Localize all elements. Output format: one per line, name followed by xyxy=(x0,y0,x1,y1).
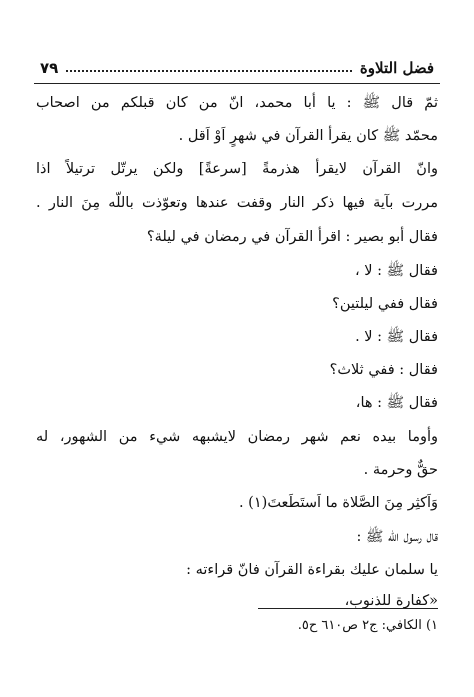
text-line: فقال ﷺ : لا ، xyxy=(354,263,438,279)
text-line: فقال ﷺ : ها، xyxy=(355,395,438,411)
text-line: قال رسول اللّه ﷺ : xyxy=(356,529,438,545)
text-line: «كفارة للذنوب، xyxy=(344,593,438,609)
text-line: فقال ففي ليلتين؟ xyxy=(332,296,438,312)
footnote-rule xyxy=(258,608,438,609)
text-line: يا سلمان عليك بقراءة القرآن فانّ قراءته : xyxy=(186,562,438,578)
text-line: وأوما بيده نعم شهر رمضان لايشبهه شيء من الشهور، له xyxy=(36,429,438,445)
running-header xyxy=(40,56,434,80)
footnote: ١) الكافي: ج٢ ص٦١٠ ح٥. xyxy=(297,618,438,633)
page-number: ٧٩ xyxy=(40,59,59,77)
text-line: حقٌّ وحرمة . xyxy=(363,462,438,478)
text-line: ثمّ قال ﷺ : يا أبا محمد، انّ من كان قبلكم من اصحاب xyxy=(36,95,438,111)
text-line: محمّد ﷺ كان يقرأ القرآن في شهرٍ اَوْ اَقل . xyxy=(178,128,438,144)
text-line: وَاَكثِر مِنَ الصَّلاة ما اَستَطَعتَ(١) . xyxy=(238,495,438,511)
chapter-title: فضل التلاوة xyxy=(359,59,434,77)
text-line: مررت بآية فيها ذكر النار وقفت عندها وتعوّذت باللّه مِنَ النار . xyxy=(36,195,438,211)
text-line: وانّ القرآن لايقرأ هذرمةً [سرعةً] ولكن يرتّل ترتيلاً اذا xyxy=(36,161,438,177)
text-line: فقال ﷺ : لا . xyxy=(355,329,438,345)
header-rule xyxy=(34,83,440,84)
text-line: فقال أبو بصير : اقرأ القرآن في رمضان في ليلة؟ xyxy=(146,229,438,245)
text-line: فقال : ففي ثلاث؟ xyxy=(329,362,438,378)
leader-dots xyxy=(66,69,352,72)
